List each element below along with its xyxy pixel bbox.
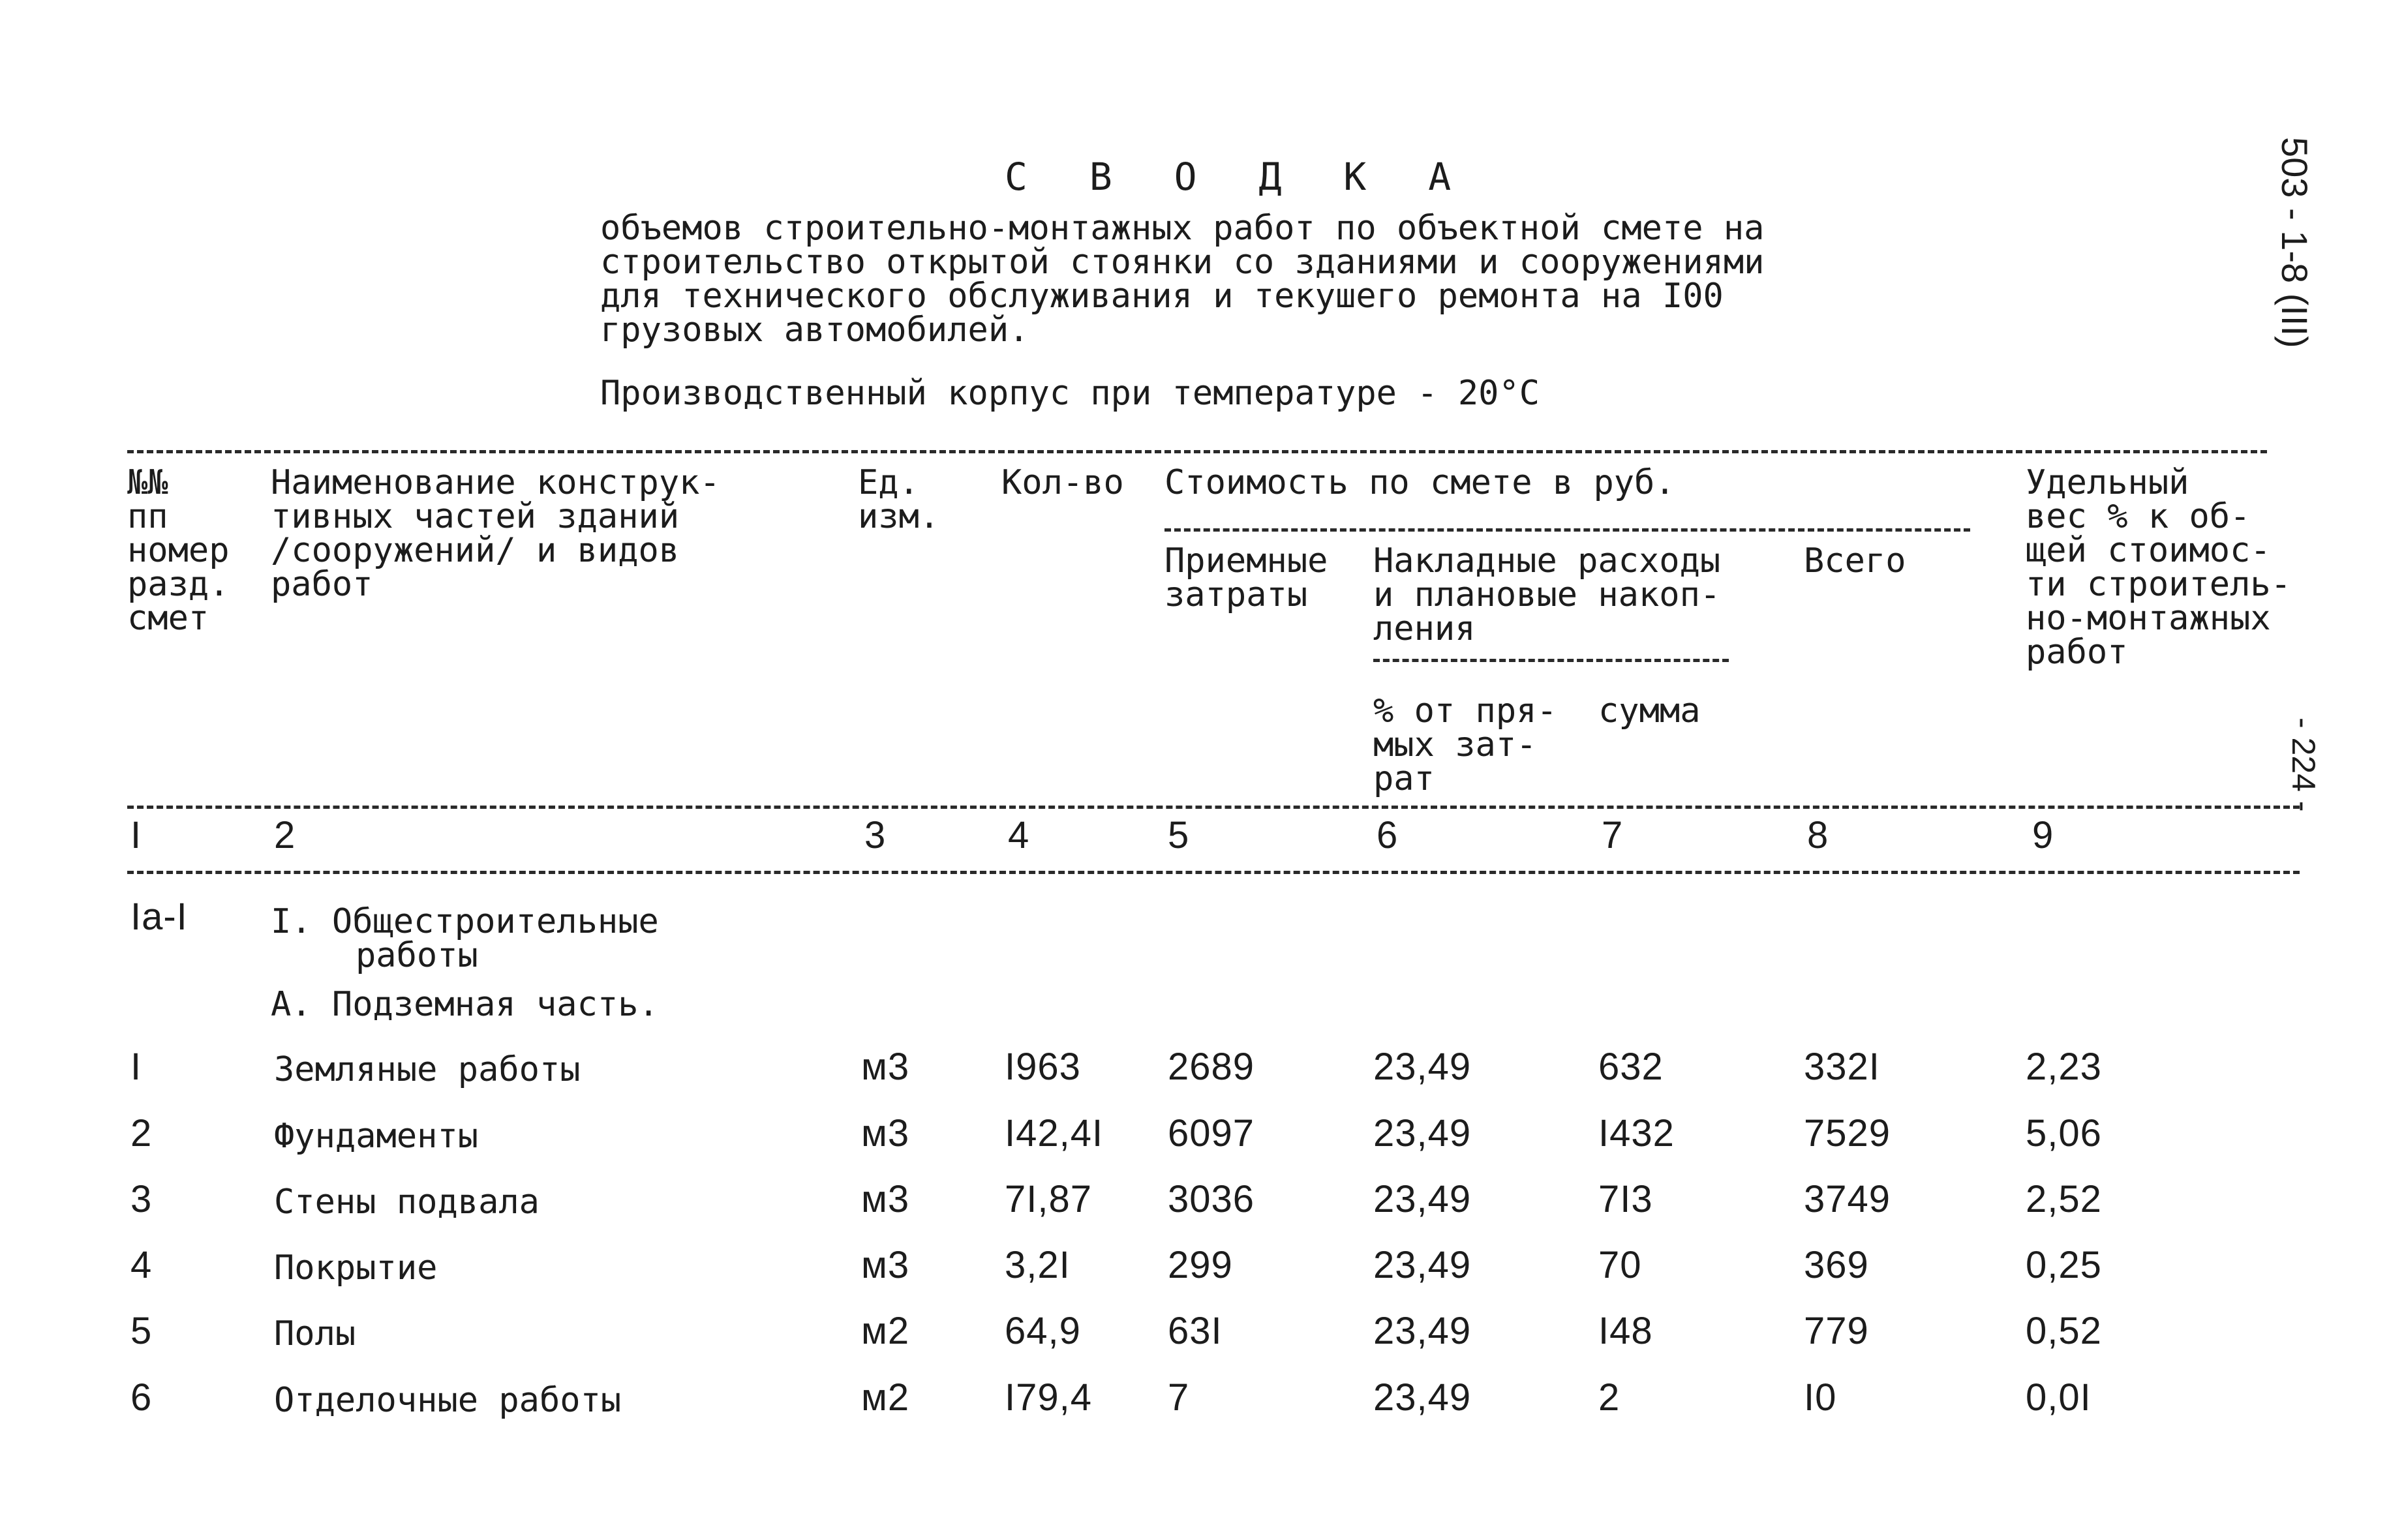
row-share: 2,23 <box>2026 1046 2102 1088</box>
row-total: 779 <box>1804 1310 1869 1352</box>
subtitle-line: для технического обслуживания и текушего ремонта на I00 <box>600 277 1724 316</box>
row-number: I <box>130 1046 142 1088</box>
row-number: 3 <box>130 1178 153 1220</box>
header-text: но-монтажных <box>2026 599 2271 638</box>
row-share: 0,52 <box>2026 1310 2102 1352</box>
row-direct-cost: 6097 <box>1168 1112 1255 1155</box>
row-overhead-percent: 23,49 <box>1373 1112 1472 1155</box>
header-bottom-rule <box>127 806 2300 809</box>
header-text: Ед. <box>858 463 919 502</box>
row-overhead-sum: I48 <box>1598 1310 1653 1352</box>
row-overhead-sum: 70 <box>1598 1244 1642 1286</box>
row-quantity: I963 <box>1005 1046 1081 1088</box>
overhead-group-rule <box>1373 659 1729 662</box>
subtitle-line: объемов строительно-монтажных работ по объектной смете на <box>600 209 1765 248</box>
page-index: - 224 - <box>2285 717 2322 812</box>
row-name: Полы <box>274 1314 356 1353</box>
row-number: 2 <box>130 1112 153 1155</box>
header-col-8: Всего <box>1804 541 1906 581</box>
row-overhead-percent: 23,49 <box>1373 1046 1472 1088</box>
subsection-name: А. Подземная часть. <box>271 985 659 1024</box>
row-direct-cost: 63I <box>1168 1310 1223 1352</box>
row-number: 4 <box>130 1244 153 1286</box>
row-total: 369 <box>1804 1244 1869 1286</box>
row-total: 7529 <box>1804 1112 1891 1155</box>
row-direct-cost: 299 <box>1168 1244 1233 1286</box>
section-name: работы <box>356 936 478 975</box>
column-number: 8 <box>1807 814 1829 856</box>
subtitle-line: грузовых автомобилей. <box>600 310 1029 350</box>
header-text: и плановые накоп- <box>1373 575 1721 614</box>
row-overhead-sum: I432 <box>1598 1112 1675 1155</box>
row-direct-cost: 7 <box>1168 1376 1190 1419</box>
row-name: Покрытие <box>274 1248 438 1288</box>
header-text: ти строитель- <box>2026 565 2291 604</box>
row-unit: м3 <box>861 1046 910 1088</box>
header-text: мых зат- <box>1373 725 1537 764</box>
subtitle-line: строительство открытой стоянки со зданиями и сооружениями <box>600 243 1765 282</box>
row-direct-cost: 2689 <box>1168 1046 1255 1088</box>
row-overhead-sum: 7I3 <box>1598 1178 1653 1220</box>
header-text: работ <box>271 565 373 604</box>
row-name: Фундаменты <box>274 1117 479 1156</box>
document-title: С В О Д К А <box>1005 155 1471 199</box>
row-quantity: 3,2I <box>1005 1244 1071 1286</box>
section-name: I. Общестроительные <box>271 902 659 941</box>
column-number: 7 <box>1602 814 1624 856</box>
row-quantity: I79,4 <box>1005 1376 1092 1419</box>
header-text: рат <box>1373 759 1435 798</box>
row-overhead-percent: 23,49 <box>1373 1178 1472 1220</box>
row-overhead-percent: 23,49 <box>1373 1376 1472 1419</box>
row-total: 332I <box>1804 1046 1880 1088</box>
header-top-rule <box>127 450 2267 453</box>
row-unit: м2 <box>861 1376 910 1419</box>
header-text: % от пря- <box>1373 691 1557 731</box>
row-direct-cost: 3036 <box>1168 1178 1255 1220</box>
row-unit: м3 <box>861 1244 910 1286</box>
header-text: №№ <box>127 463 168 502</box>
section-code: Iа-I <box>130 896 188 938</box>
building-caption: Производственный корпус при температуре - 20°C <box>600 374 1540 413</box>
document-code: 503 - 1-8 (III) <box>2274 137 2315 348</box>
row-total: 3749 <box>1804 1178 1891 1220</box>
row-quantity: 7I,87 <box>1005 1178 1092 1220</box>
row-overhead-percent: 23,49 <box>1373 1244 1472 1286</box>
row-total: I0 <box>1804 1376 1837 1419</box>
row-unit: м3 <box>861 1112 910 1155</box>
row-number: 5 <box>130 1310 153 1352</box>
row-quantity: 64,9 <box>1005 1310 1081 1352</box>
column-number: 4 <box>1008 814 1030 856</box>
header-text: изм. <box>858 497 940 536</box>
header-text: /сооружений/ и видов <box>271 531 680 570</box>
cost-group-rule <box>1164 528 1970 532</box>
header-text: ления <box>1373 609 1476 648</box>
header-text: Приемные <box>1164 541 1328 581</box>
row-share: 0,25 <box>2026 1244 2102 1286</box>
row-share: 5,06 <box>2026 1112 2102 1155</box>
header-text: Накладные расходы <box>1373 541 1721 581</box>
column-number: 2 <box>274 814 296 856</box>
column-number: 9 <box>2032 814 2054 856</box>
column-number: 6 <box>1377 814 1399 856</box>
row-overhead-percent: 23,49 <box>1373 1310 1472 1352</box>
row-quantity: I42,4I <box>1005 1112 1104 1155</box>
column-numbers-rule <box>127 871 2300 874</box>
row-unit: м2 <box>861 1310 910 1352</box>
header-text: затраты <box>1164 575 1308 614</box>
header-text: щей стоимос- <box>2026 531 2271 570</box>
header-text: Удельный <box>2026 463 2189 502</box>
row-number: 6 <box>130 1376 153 1419</box>
header-col-4: Кол-во <box>1001 463 1124 502</box>
header-text: тивных частей зданий <box>271 497 680 536</box>
column-number: I <box>130 814 142 856</box>
row-unit: м3 <box>861 1178 910 1220</box>
header-text: работ <box>2026 633 2128 672</box>
column-number: 5 <box>1168 814 1190 856</box>
header-text: пп <box>127 497 168 536</box>
row-name: Стены подвала <box>274 1183 540 1222</box>
header-col-7: сумма <box>1598 691 1701 731</box>
column-number: 3 <box>864 814 887 856</box>
row-name: Отделочные работы <box>274 1381 622 1420</box>
row-overhead-sum: 632 <box>1598 1046 1664 1088</box>
row-share: 2,52 <box>2026 1178 2102 1220</box>
header-text: вес % к об- <box>2026 497 2251 536</box>
row-share: 0,0I <box>2026 1376 2092 1419</box>
header-text: разд. <box>127 565 230 604</box>
row-overhead-sum: 2 <box>1598 1376 1621 1419</box>
header-text: номер <box>127 531 230 570</box>
row-name: Земляные работы <box>274 1050 581 1089</box>
header-cost-group: Стоимость по смете в руб. <box>1164 463 1675 502</box>
header-text: смет <box>127 599 209 638</box>
header-text: Наименование конструк- <box>271 463 720 502</box>
